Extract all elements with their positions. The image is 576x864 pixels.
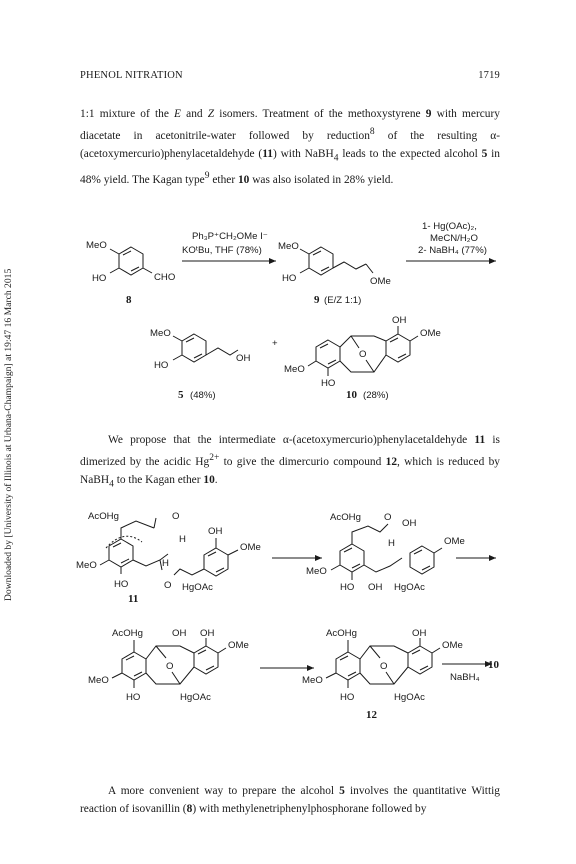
- c5-ho-label: HO: [154, 360, 169, 371]
- c10-oh-label: OH: [392, 315, 407, 326]
- ib-acohg: AcOHg: [112, 628, 143, 639]
- intermediate-b-structure: [88, 628, 249, 703]
- c12-meo: MeO: [302, 675, 323, 686]
- running-title: PHENOL NITRATION: [80, 70, 183, 81]
- compound-11-number: 11: [128, 593, 139, 605]
- compound-5-structure: [150, 328, 250, 401]
- ia-oh-bottom: OH: [368, 582, 383, 593]
- c11-ome: OMe: [240, 542, 261, 553]
- ia-hgoac: HgOAc: [394, 582, 425, 593]
- ia-acohg: AcOHg: [330, 512, 361, 523]
- reaction-scheme-1: [76, 222, 506, 418]
- c12-ho: HO: [340, 692, 355, 703]
- c10-bridge-o: O: [359, 349, 367, 360]
- c12-bridge-o: O: [380, 661, 388, 672]
- compound-5-number: 5: [178, 389, 184, 401]
- c9-ho-label: HO: [282, 273, 297, 284]
- paragraph-3: A more convenient way to prepare the alcohol 5 involves the quantitative Wittig reaction of isovanillin (8) with methylenetriphenylphosphorane followed by: [80, 785, 500, 815]
- ia-ome: OMe: [444, 536, 465, 547]
- intermediate-a-structure: [306, 512, 465, 593]
- c9-meo-label: MeO: [278, 241, 299, 252]
- step2-reagent-3: 2- NaBH₄ (77%): [418, 245, 487, 256]
- compound-8-number: 8: [126, 294, 132, 306]
- c11-meo: MeO: [76, 560, 97, 571]
- c8-meo-label: MeO: [86, 240, 107, 251]
- compound-11-structure: [76, 511, 261, 605]
- paragraph-2: We propose that the intermediate α-(acetoxymercurio)phenylacetaldehyde 11 is dimerized by the acidic $Hg^{2+}$ to give the dimercurio compound 12, which is reduced by NaBH$_4$ to the Kagan ether 10.: [80, 434, 500, 490]
- step2-reagent-2: MeCN/H₂O: [430, 233, 478, 244]
- c11-h-bottom: H: [162, 558, 169, 569]
- c11-oh: OH: [208, 526, 223, 537]
- plus-sign: +: [272, 338, 278, 349]
- compound-10-number: 10: [346, 389, 357, 401]
- step2-reagent-1: 1- Hg(OAc)₂,: [422, 222, 477, 232]
- ia-ho: HO: [340, 582, 355, 593]
- c9-ome-label: OMe: [370, 276, 391, 287]
- ib-ome: OMe: [228, 640, 249, 651]
- c11-hgoac: HgOAc: [182, 582, 213, 593]
- c10-meo-label: MeO: [284, 364, 305, 375]
- ia-o: O: [384, 512, 392, 523]
- compound-9-number: 9: [314, 294, 320, 306]
- compound-12-structure: [302, 628, 463, 721]
- c11-acohg: AcOHg: [88, 511, 119, 522]
- compound-10-structure: [284, 315, 441, 401]
- running-header: [80, 70, 500, 84]
- c12-oh: OH: [412, 628, 427, 639]
- c11-o-top: O: [172, 511, 180, 522]
- compound-9-structure: [278, 241, 391, 306]
- ib-hgoac: HgOAc: [180, 692, 211, 703]
- compound-12-number: 12: [366, 709, 377, 721]
- c12-ome: OMe: [442, 640, 463, 651]
- final-reagent: NaBH₄: [450, 672, 480, 683]
- compound-8-structure: [86, 240, 175, 306]
- paragraph-1: 1:1 mixture of the E and Z isomers. Treatment of the methoxystyrene 9 with mercury diacetate in acetonitrile-water followed by reduction$^8$ of the resulting α-(acetoxymercurio)phenylacetaldehyde (11) with NaBH$_4$ leads to the expected alcohol 5 in 48% yield. The Kagan type$^9$ ether 10 was also isolated in 28% yield.: [80, 108, 500, 186]
- ib-meo: MeO: [88, 675, 109, 686]
- ib-ho: HO: [126, 692, 141, 703]
- c11-h-top: H: [179, 534, 186, 545]
- c10-ome-label: OMe: [420, 328, 441, 339]
- c8-ho-label: HO: [92, 273, 107, 284]
- ib-oh2: OH: [200, 628, 215, 639]
- step1-reagent-2: KOᵗBu, THF (78%): [182, 245, 262, 256]
- reaction-scheme-2: [76, 506, 506, 726]
- ia-meo: MeO: [306, 566, 327, 577]
- c12-hgoac: HgOAc: [394, 692, 425, 703]
- c10-ho-label: HO: [321, 378, 336, 389]
- c11-ho: HO: [114, 579, 129, 590]
- ib-oh1: OH: [172, 628, 187, 639]
- ia-oh-top: OH: [402, 518, 417, 529]
- c8-cho-label: CHO: [154, 272, 176, 283]
- ia-h: H: [388, 538, 395, 549]
- ib-bridge-o: O: [166, 661, 174, 672]
- page-number: 1719: [478, 70, 500, 81]
- c5-meo-label: MeO: [150, 328, 171, 339]
- c5-yield: (48%): [190, 390, 216, 401]
- download-side-note: Downloaded by [University of Illinois at Urbana-Champaign] at 19:47 16 March 2015: [3, 268, 14, 602]
- c5-oh-label: OH: [236, 353, 251, 364]
- c10-yield: (28%): [363, 390, 389, 401]
- final-product-number: 10: [488, 659, 499, 671]
- c9-isomer-note: (E/Z 1:1): [324, 295, 362, 306]
- step1-reagent-1: Ph₃P⁺CH₂OMe I⁻: [192, 231, 268, 242]
- c12-acohg: AcOHg: [326, 628, 357, 639]
- c11-o-bottom: O: [164, 580, 172, 591]
